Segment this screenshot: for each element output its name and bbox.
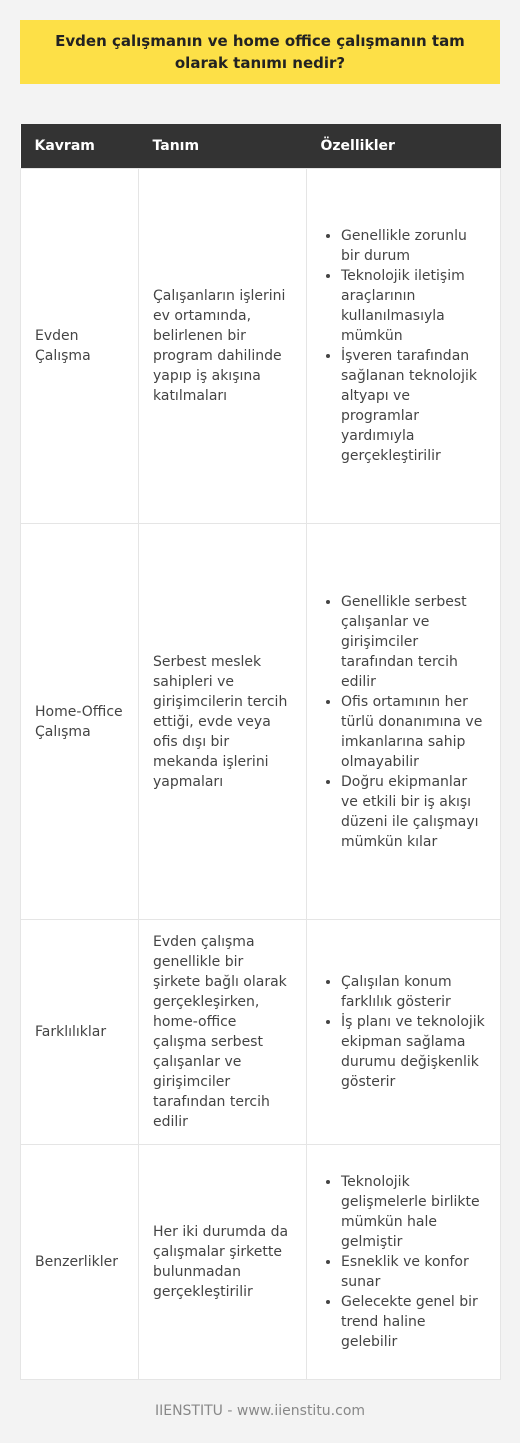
list-item: • Teknolojik iletişim araçlarının kullanılmasıyla mümkün — [341, 266, 486, 346]
table-row — [21, 1145, 501, 1380]
cell-kavram: Home-Office Çalışma — [21, 524, 139, 920]
title-banner — [20, 20, 500, 84]
comparison-table — [20, 124, 501, 1380]
feature-list — [319, 972, 486, 1092]
table-row — [21, 920, 501, 1145]
list-item: • Gelecekte genel bir trend haline gelebilir — [341, 1292, 486, 1352]
cell-tanim: Evden çalışma genellikle bir şirkete bağlı olarak gerçekleşirken, home-office çalışma serbest çalışanlar ve girişimciler tarafından tercih edilir — [139, 920, 307, 1145]
cell-kavram: Farklılıklar — [21, 920, 139, 1145]
footer-credit: IIENSTITU - www.iienstitu.com — [154, 1403, 366, 1419]
cell-ozellikler — [307, 169, 501, 524]
table-row — [21, 524, 501, 920]
list-item: • Genellikle zorunlu bir durum — [341, 226, 486, 266]
column-header-ozellikler: Özellikler — [307, 124, 501, 169]
feature-list — [319, 592, 486, 852]
list-item: • Genellikle serbest çalışanlar ve girişimciler tarafından tercih edilir — [341, 592, 486, 692]
list-item: • İşveren tarafından sağlanan teknolojik altyapı ve programlar yardımıyla gerçekleştirilir — [341, 346, 486, 466]
column-header-kavram: Kavram — [21, 124, 139, 169]
cell-tanim: Çalışanların işlerini ev ortamında, belirlenen bir program dahilinde yapıp iş akışına katılmaları — [139, 169, 307, 524]
cell-ozellikler — [307, 1145, 501, 1380]
list-item: • Teknolojik gelişmelerle birlikte mümkün hale gelmiştir — [341, 1172, 486, 1252]
list-item: • Esneklik ve konfor sunar — [341, 1252, 486, 1292]
list-item: • Doğru ekipmanlar ve etkili bir iş akışı düzeni ile çalışmayı mümkün kılar — [341, 772, 486, 852]
table-row — [21, 169, 501, 524]
page-title: Evden çalışmanın ve home office çalışmanın tam olarak tanımı nedir? — [55, 32, 465, 72]
list-item: • İş planı ve teknolojik ekipman sağlama durumu değişkenlik gösterir — [341, 1012, 486, 1092]
feature-list — [319, 1172, 486, 1352]
feature-list — [319, 226, 486, 466]
cell-tanim: Her iki durumda da çalışmalar şirkette bulunmadan gerçekleştirilir — [139, 1145, 307, 1380]
cell-kavram: Evden Çalışma — [21, 169, 139, 524]
list-item: • Çalışılan konum farklılık gösterir — [341, 972, 486, 1012]
list-item: • Ofis ortamının her türlü donanımına ve imkanlarına sahip olmayabilir — [341, 692, 486, 772]
cell-tanim: Serbest meslek sahipleri ve girişimcilerin tercih ettiği, evde veya ofis dışı bir mekanda işlerini yapmaları — [139, 524, 307, 920]
cell-kavram: Benzerlikler — [21, 1145, 139, 1380]
cell-ozellikler — [307, 920, 501, 1145]
column-header-tanim: Tanım — [139, 124, 307, 169]
cell-ozellikler — [307, 524, 501, 920]
table-header-row — [21, 124, 501, 169]
